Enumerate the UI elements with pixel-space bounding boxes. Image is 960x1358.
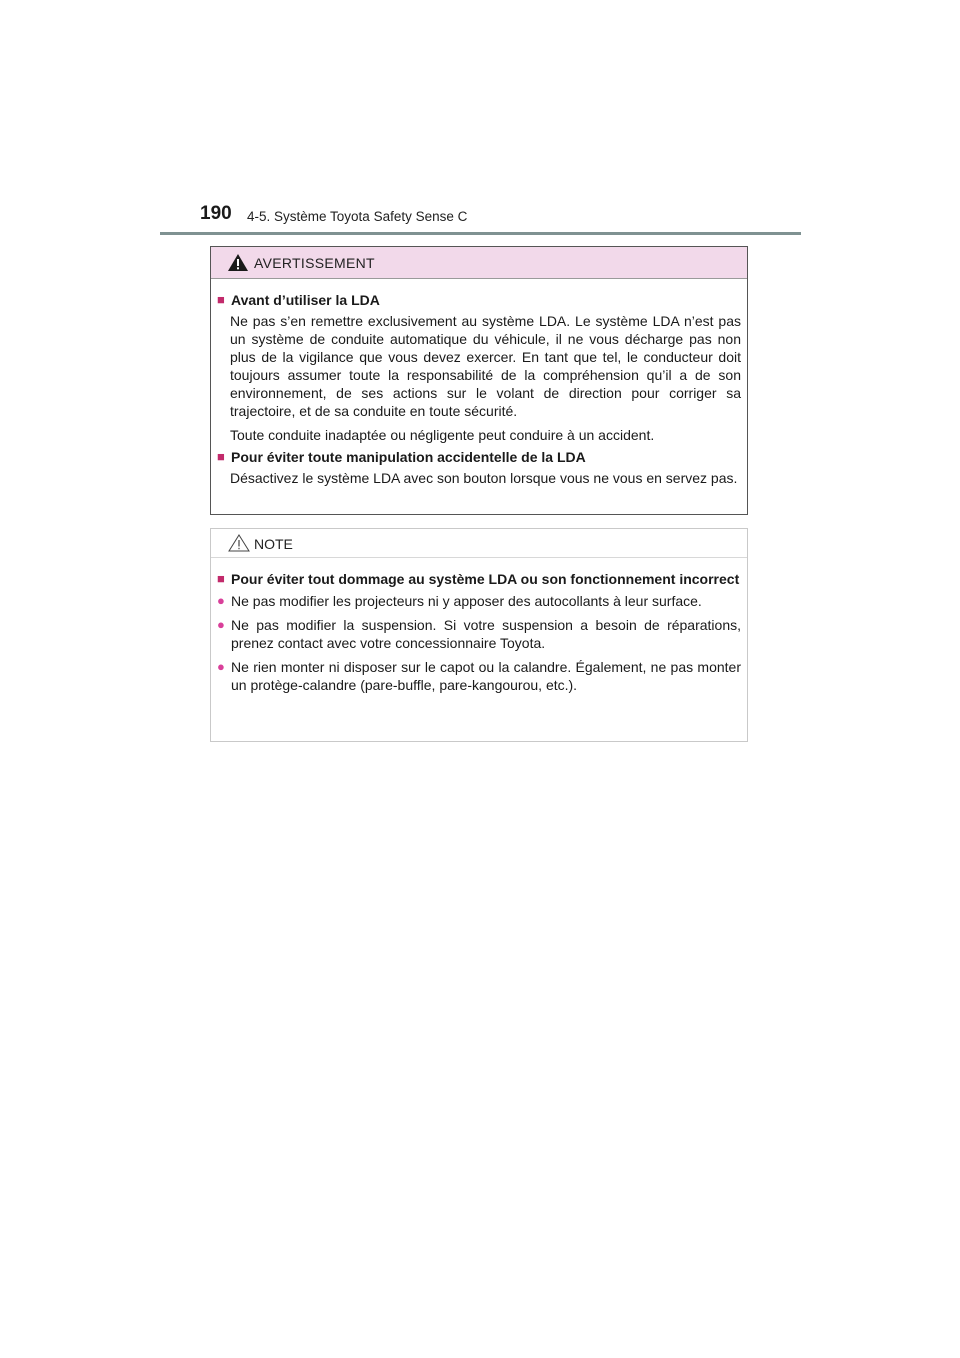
square-bullet-icon: ■: [217, 449, 225, 464]
warning-header: [211, 247, 747, 279]
warning-paragraph: Ne pas s’en remettre exclusivement au système LDA. Le système LDA n’est pas un système de conduite automatique du véhicule, il ne vous décharge pas non plus de la vigilance que vous devez exercer. En tant que tel, le conducteur doit toujours assumer toute la responsabilité de la compréhension qu’il a de son environnement, de ses actions sur le volant de direction pour corriger sa trajectoire, et de sa conduite en toute sécurité.: [230, 313, 741, 419]
circle-bullet-icon: ●: [217, 617, 225, 632]
warning-heading-text: Avant d’utiliser la LDA: [231, 292, 380, 308]
note-bullet-text: Ne pas modifier la suspension. Si votre suspension a besoin de réparations, prenez contact avec votre concessionnaire Toyota.: [231, 617, 741, 651]
header-rule: [160, 232, 801, 235]
note-bullet-text: Ne pas modifier les projecteurs ni y apposer des autocollants à leur surface.: [231, 593, 702, 609]
circle-bullet-icon: ●: [217, 593, 225, 608]
warning-heading-1: [217, 291, 741, 309]
note-bullet: [217, 658, 741, 694]
warning-heading-text: Pour éviter toute manipulation accidentelle de la LDA: [231, 449, 586, 465]
note-heading-text: Pour éviter tout dommage au système LDA ou son fonctionnement incorrect: [231, 571, 740, 587]
caution-triangle-icon: [228, 534, 250, 557]
warning-triangle-icon: [228, 254, 248, 276]
warning-paragraph: Toute conduite inadaptée ou négligente peut conduire à un accident.: [230, 427, 655, 443]
square-bullet-icon: ■: [217, 571, 225, 586]
note-bullet: [217, 592, 741, 610]
warning-label: AVERTISSEMENT: [254, 255, 375, 271]
warning-content: [211, 279, 747, 487]
warning-paragraph: Désactivez le système LDA avec son bouton lorsque vous ne vous en servez pas.: [230, 470, 738, 486]
note-bullet-text: Ne rien monter ni disposer sur le capot ou la calandre. Également, ne pas monter un protège-calandre (pare-buffle, pare-kangourou, etc.).: [231, 659, 741, 693]
note-bullet: [217, 616, 741, 652]
warning-box: [210, 246, 748, 515]
section-title: 4-5. Système Toyota Safety Sense C: [247, 209, 468, 224]
circle-bullet-icon: ●: [217, 659, 225, 674]
page-number: 190: [200, 203, 232, 224]
note-label: NOTE: [254, 536, 293, 552]
square-bullet-icon: ■: [217, 292, 225, 307]
warning-heading-2: [217, 448, 741, 466]
note-box: [210, 528, 748, 742]
note-header: [211, 529, 747, 558]
note-heading: [217, 570, 741, 588]
note-content: [211, 558, 747, 694]
